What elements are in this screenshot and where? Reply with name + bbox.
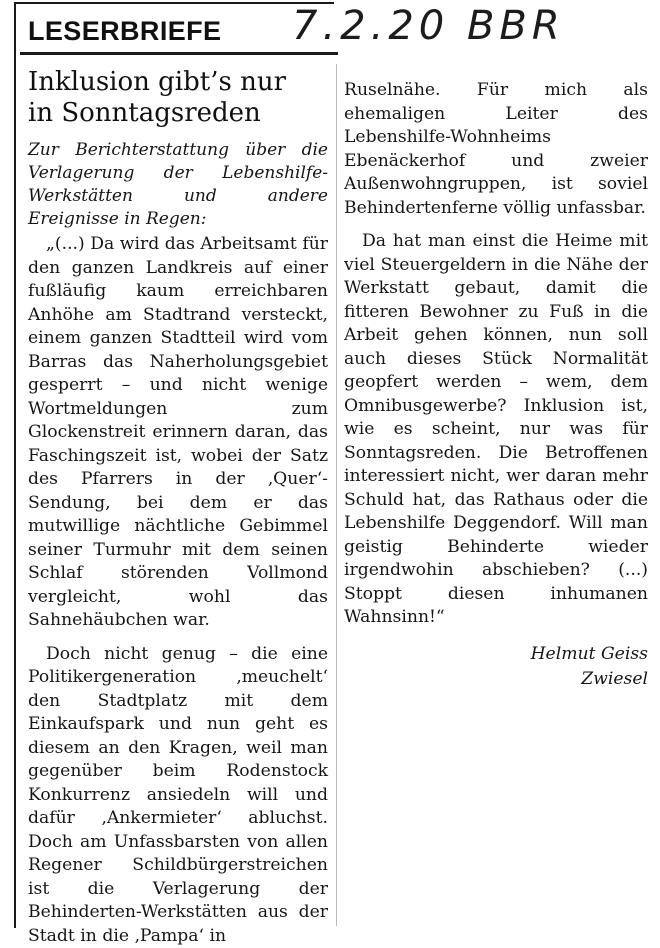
body-paragraph-2: Doch nicht genug – die eine Politikergeneration ‚meuchelt‘ den Stadtplatz mit dem Einkaufspark und nun geht es diesem an den Kragen, weil man gegenüber beim Rodenstock Konkurrenz ansiedeln will und dafür ‚Ankermieter‘ abluchst. Doch am Unfassbarsten von allen Regener Schildbürgerstreichen ist die Verlagerung der Behinderten-Werkstätten aus der Stadt in die ‚Pampa‘ in <box>28 643 328 948</box>
column-divider <box>336 64 337 926</box>
article-subhead: Zur Berichterstattung über die Verlagerung der Lebenshilfe-Werkstätten und andere Ereignisse in Regen: <box>28 139 328 231</box>
author-name: Helmut Geiss <box>344 642 648 667</box>
author-location: Zwiesel <box>344 667 648 692</box>
letter-signature <box>344 642 648 692</box>
article-column-left <box>28 67 328 948</box>
body-paragraph-4: Da hat man einst die Heime mit viel Steuergeldern in die Nähe der Werkstatt gebaut, damit die fitteren Bewohner zu Fuß in die Arbeit gehen können, nun soll auch dieses Stück Normalität geopfert werden – wem, dem Omnibusgewerbe? Inklusion ist, wie es scheint, nur was für Sonntagsreden. Die Betroffenen interessiert nicht, wer daran mehr Schuld hat, das Rathaus oder die Lebenshilfe Deggendorf. Will man geistig Behinderte wieder irgendwohin abschieben? (...) Stoppt diesen inhumanen Wahnsinn!“ <box>344 230 648 630</box>
article-headline <box>28 67 328 129</box>
article-column-right <box>344 79 648 692</box>
headline-line-2: in Sonntagsreden <box>28 98 261 128</box>
top-border-rule <box>14 2 334 4</box>
body-paragraph-3: Ruselnähe. Für mich als ehemaligen Leiter des Lebenshilfe-Wohnheims Ebenäckerhof und zweier Außenwohngruppen, ist soviel Behindertenferne völlig unfassbar. <box>344 79 648 220</box>
handwritten-date-note: 7.2.20 BBR <box>292 2 565 50</box>
section-underline <box>20 52 338 55</box>
headline-line-1: Inklusion gibt’s nur <box>28 67 286 97</box>
left-border-rule <box>14 2 16 928</box>
body-paragraph-1: „(...) Da wird das Arbeitsamt für den ganzen Landkreis auf einer fußläufig kaum erreichbaren Anhöhe am Stadtrand versteckt, einem ganzen Stadtteil wird vom Barras das Naherholungsgebiet gesperrt – und nicht wenige Wortmeldungen zum Glockenstreit erinnern daran, das Faschingszeit ist, wobei der Satz des Pfarrers in der ‚Quer‘-Sendung, bei dem er das mutwillige nächtliche Gebimmel seiner Turmuhr mit dem seinen Schlaf störenden Vollmond vergleicht, wohl das Sahnehäubchen war. <box>28 233 328 633</box>
section-title: LESERBRIEFE <box>28 16 221 46</box>
